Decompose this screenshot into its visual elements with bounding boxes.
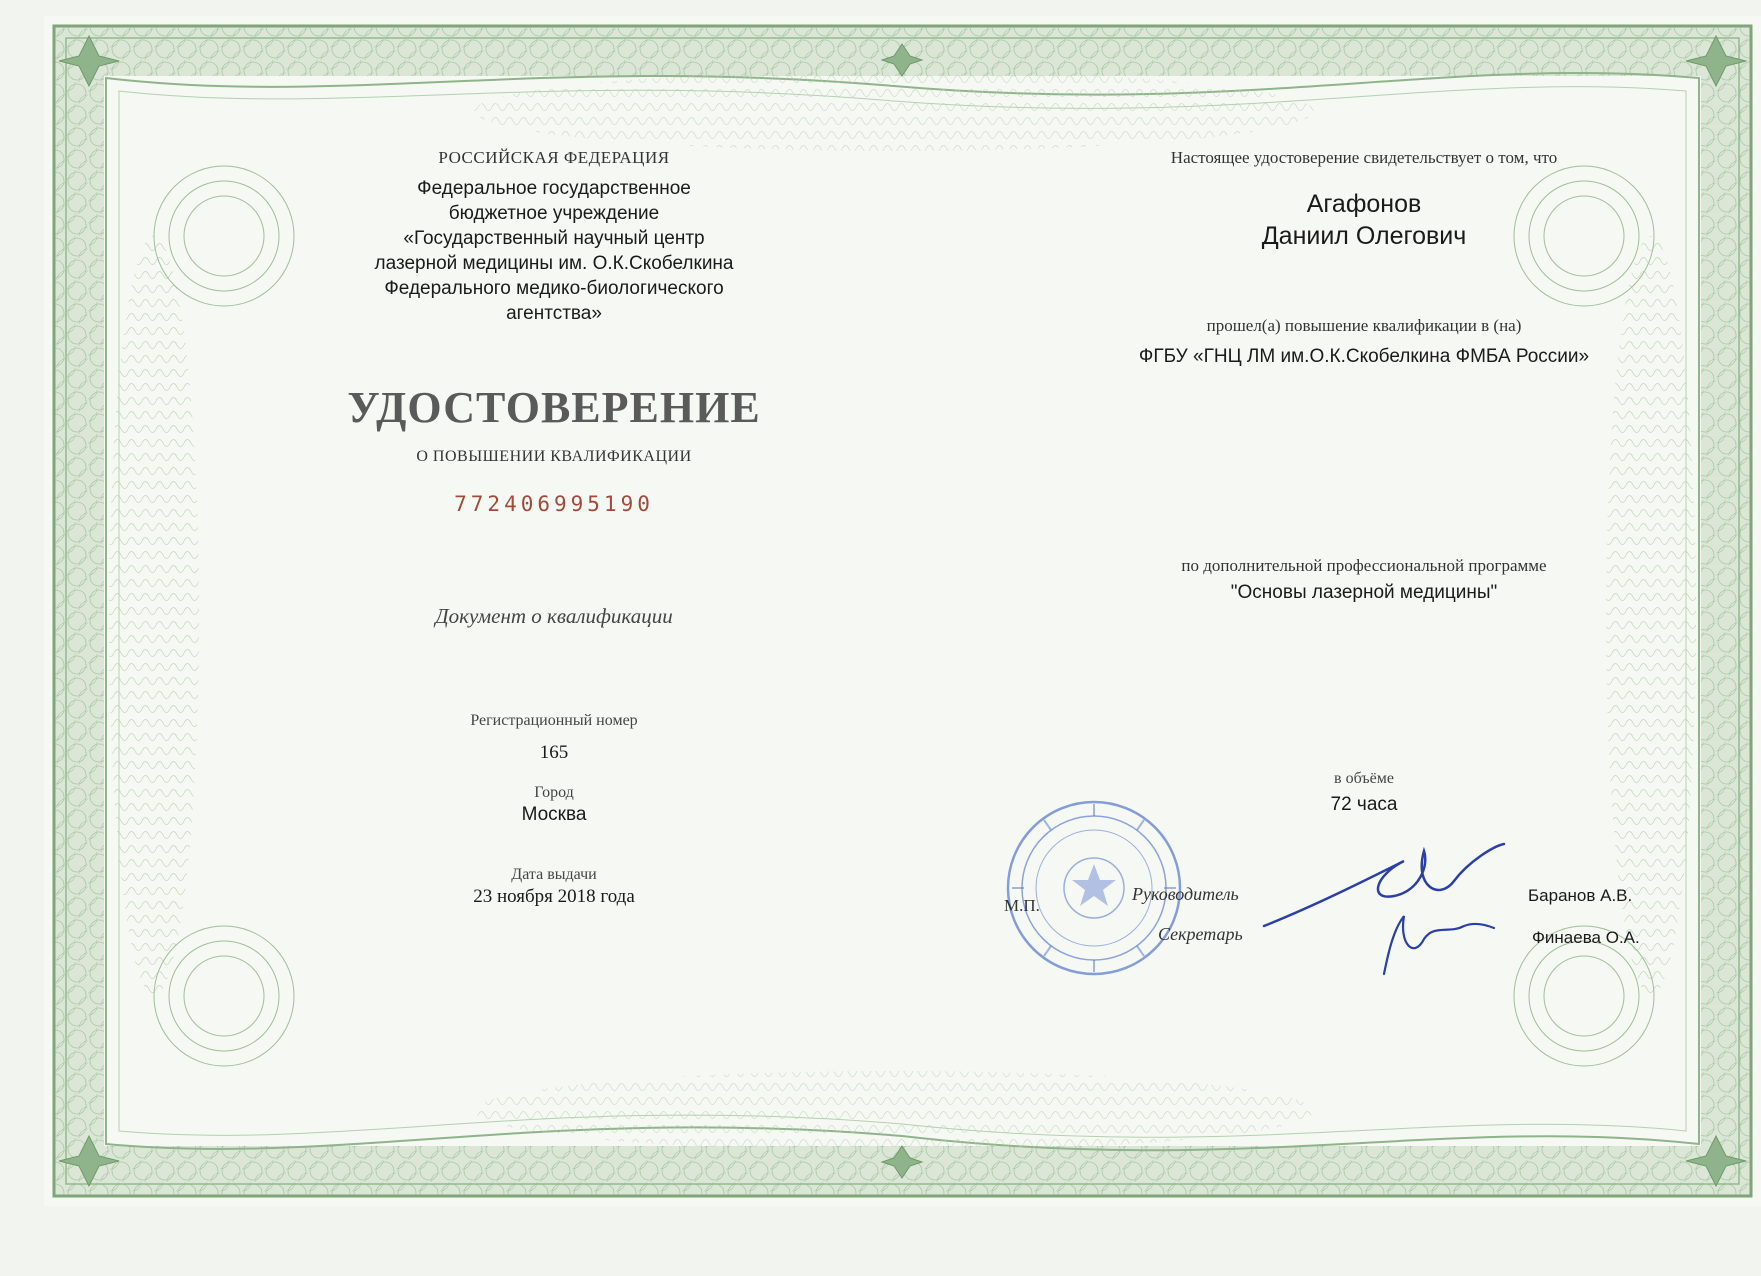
head-label: Руководитель (1132, 884, 1239, 904)
serial-number: 772406995190 (454, 492, 654, 516)
registration-label: Регистрационный номер (470, 712, 638, 729)
head-name: Баранов А.В. (1528, 886, 1633, 905)
issue-date-label: Дата выдачи (511, 866, 597, 883)
org-name (234, 176, 874, 326)
document-subtitle: О ПОВЫШЕНИИ КВАЛИФИКАЦИИ (416, 448, 692, 465)
secretary-signature (1364, 904, 1504, 984)
org-line: лазерной медицины им. О.К.Скобелкина (374, 253, 734, 274)
org-line: агентства» (506, 303, 602, 324)
holder-given-names: Даниил Олегович (1261, 222, 1467, 250)
registration-number: 165 (539, 742, 569, 763)
document-title: УДОСТОВЕРЕНИЕ (347, 383, 761, 432)
secretary-label: Секретарь (1158, 924, 1243, 944)
document-type: Документ о квалификации (435, 604, 673, 628)
intro-text: Настоящее удостоверение свидетельствует о том, что (1170, 148, 1558, 167)
secretary-name: Финаева О.А. (1532, 928, 1640, 947)
issue-date-value: 23 ноября 2018 года (473, 886, 635, 907)
org-line: бюджетное учреждение (448, 203, 660, 224)
volume-label: в объёме (1334, 770, 1394, 787)
holder-surname: Агафонов (1306, 190, 1422, 218)
institution-name: ФГБУ «ГНЦ ЛМ им.О.К.Скобелкина ФМБА России» (1138, 346, 1590, 367)
city-value: Москва (521, 804, 587, 825)
passed-label: прошел(а) повышение квалификации в (на) (1206, 316, 1522, 335)
stamp-place-label: М.П. (1004, 896, 1040, 915)
certificate-document (44, 16, 1761, 1206)
volume-value: 72 часа (1330, 794, 1398, 815)
city-label: Город (534, 784, 574, 801)
country-name: РОССИЙСКАЯ ФЕДЕРАЦИЯ (438, 148, 670, 167)
program-name: "Основы лазерной медицины" (1230, 582, 1498, 603)
org-line: Федерального медико-биологического (384, 278, 724, 299)
org-line: Федеральное государственное (417, 178, 691, 199)
program-label: по дополнительной профессиональной программе (1181, 556, 1547, 575)
org-line: «Государственный научный центр (403, 228, 705, 249)
